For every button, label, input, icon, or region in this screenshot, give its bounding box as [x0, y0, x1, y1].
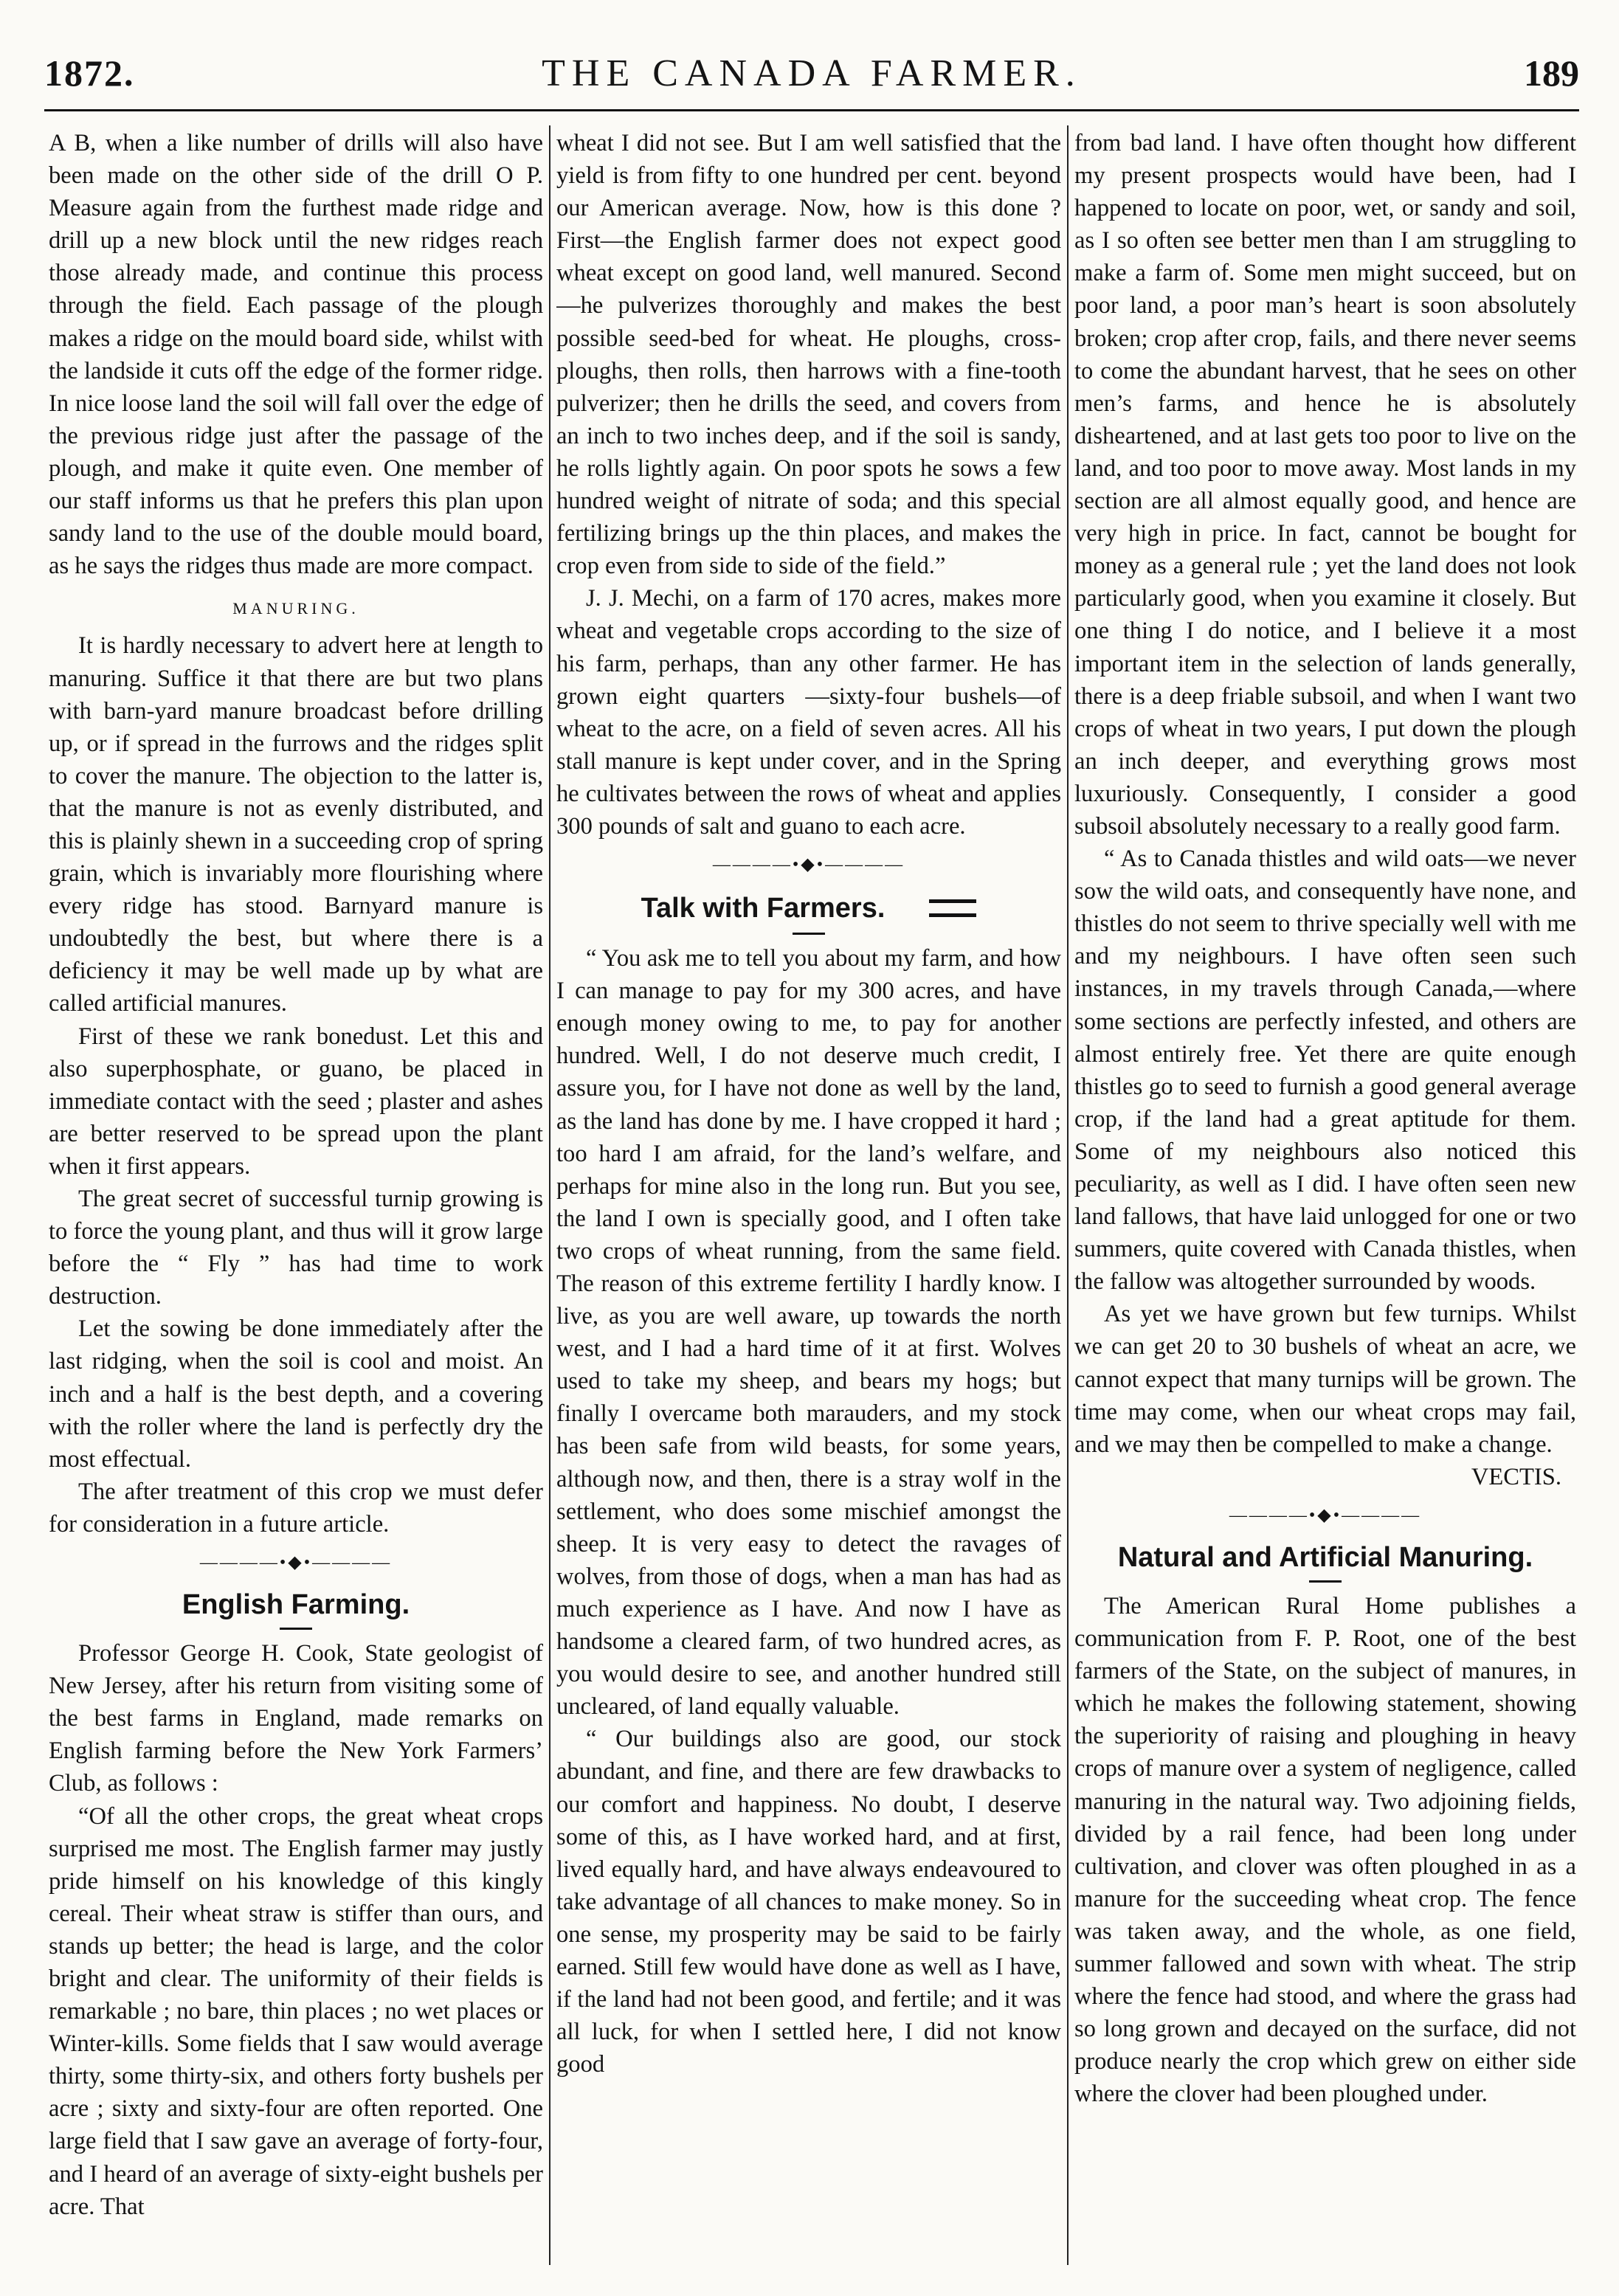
- paragraph: A B, when a like number of drills will also have been made on the other side of the drill O P. Measure again from the furthest made ridge and drill up a new block until the new ridges reach those already made, and continue this process through the field. Each passage of the plough makes a ridge on the mould board side, whilst with the landside it cuts off the edge of the former ridge. In nice loose land the soil will fall over the edge of the previous ridge just after the passage of the plough, and make it quite even. One member of our staff informs us that he prefers this plan upon sandy land to the use of the double mould board, as he says the ridges thus made are more compact.: [49, 130, 543, 580]
- paragraph: The American Rural Home publishes a communication from F. P. Root, one of the best farmers of the State, on the subject of manures, in which he makes the following statement, showing the superiority of raising and ploughing in heavy crops of manure over a system of negligence, called manuring in the natural way. Two adjoining fields, divided by a rail fence, had been long under cultivation, and clover was often ploughed in as a manure for the succeeding wheat crop. The fence was taken away, and the whole, as one field, summer fallowed and sown with wheat. The strip where the fence had stood, and where the grass had so long grown and decayed on the surface, did not produce nearly the crop which grew on either side where the clover had been ploughed under.: [1074, 1592, 1576, 2108]
- paragraph: Let the sowing be done immediately after the last ridging, when the soil is cool and moist. An inch and a half is the best depth, and a covering with the roller where the land is perfectly dry the most effectual.: [49, 1315, 543, 1473]
- ornamental-rule: ————•◆•————: [1229, 1505, 1422, 1525]
- paragraph: “Of all the other crops, the great wheat crops surprised me most. The English farmer may justly pride himself on his knowledge of this kingly cereal. Their wheat straw is stiffer than ours, and stands up better; the head is large, and the color bright and clear. The uniformity of their fields is remarkable ; no bare, thin places ; no wet places or Winter-kills. Some fields that I saw would average thirty, some thirty-six, and others forty bushels per acre ; sixty and sixty-four are often reported. One large field that I saw gave an average of forty-four, and I heard of an average of sixty-eight bushels per acre. That: [49, 1802, 543, 2220]
- paragraph: wheat I did not see. But I am well satisfied that the yield is from fifty to one hundred per cent. beyond our American average. Now, how is this done ? First—the English farmer does not expect good wheat except on good land, well manured. Second—he pulverizes thoroughly and makes the best possible seed-bed for wheat. He ploughs, cross-ploughs, then rolls, then harrows with a fine-tooth pulverizer; then he drills the seed, and covers from an inch to two inches deep, and if the soil is sandy, he rolls lightly again. On poor spots he sows a few hundred weight of nitrate of soda; and this special fertilizing brings up the thin places, and makes the crop even from side to side of the field.”: [556, 130, 1061, 580]
- header-rule: [44, 109, 1579, 111]
- heading-dash: [280, 1628, 312, 1630]
- double-rule-mark: [929, 899, 976, 917]
- column-3: [1074, 127, 1576, 2266]
- paragraph: The great secret of successful turnip growing is to force the young plant, and thus will it grow large before the “ Fly ” has had time to work destruction.: [49, 1186, 543, 1310]
- paragraph: from bad land. I have often thought how different my present prospects would have been, had I happened to locate on poor, wet, or sandy and soil, as I so often see better men than I am struggling to make a farm of. Some men might succeed, but on poor land, a poor man’s heart is soon absolutely broken; crop after crop, fails, and there never seems to come the abundant harvest, that he sees on other men’s farms, and hence he is absolutely disheartened, and at last gets too poor to live on the land, and too poor to move away. Most lands in my section are all almost equally good, and hence are very high in price. In fact, cannot be bought for money as a general rule ; yet the land does not look particularly good, when you examine it closely. But one thing I do notice, and I believe it a most important item in the selection of lands generally, there is a deep friable subsoil, and when I want two crops of wheat in two years, I put down the plough an inch deeper, and everything grows most luxuriously. Consequently, I consider a good subsoil absolutely necessary to a really good farm.: [1074, 130, 1576, 840]
- paragraph: The after treatment of this crop we must defer for consideration in a future article.: [49, 1478, 543, 1538]
- paragraph: J. J. Mechi, on a farm of 170 acres, makes more wheat and vegetable crops according to the size of his farm, perhaps, than any other farmer. He has grown eight quarters —sixty-four bushels—of wheat to the acre, on a field of seven acres. All his stall manure is kept under cover, and in the Spring he cultivates between the rows of wheat and applies 300 pounds of salt and guano to each acre.: [556, 585, 1061, 840]
- column-divider: [1067, 125, 1069, 2265]
- paragraph: Professor George H. Cook, State geologist of New Jersey, after his return from visiting some of the best farms in England, made remarks on English farming before the New York Farmers’ Club, as follows :: [49, 1640, 543, 1797]
- page-header: [44, 52, 1579, 103]
- signature: VECTIS.: [1471, 1463, 1561, 1490]
- paragraph: First of these we rank bonedust. Let this and also superphosphate, or guano, be placed in immediate contact with the seed ; plaster and ashes are better reserved to be spread upon the plant when it first appears.: [49, 1023, 543, 1180]
- ornamental-rule: ————•◆•————: [712, 855, 905, 875]
- heading-dash: [793, 933, 825, 935]
- header-page-number: 189: [1524, 52, 1579, 94]
- article-heading: English Farming.: [182, 1589, 410, 1621]
- column-2: [556, 127, 1061, 2266]
- paragraph: “ Our buildings also are good, our stock abundant, and fine, and there are few drawbacks to our comfort and happiness. No doubt, I deserve some of this, as I have worked hard, and at first, lived equally hard, and have always endeavoured to take advantage of all chances to make money. So in one sense, my prosperity may be said to be fairly earned. Still few would have done as well as I have, if the land had not been good, and fertile; and it was all luck, for when I settled here, I did not know good: [556, 1726, 1061, 2078]
- column-1: [49, 127, 543, 2266]
- heading-dash: [1309, 1580, 1342, 1583]
- article-heading: Talk with Farmers.: [641, 893, 886, 924]
- header-year: 1872.: [44, 52, 135, 94]
- paragraph: “ As to Canada thistles and wild oats—we never sow the wild oats, and consequently have none, and thistles do not seem to thrive specially well with me and my neighbours. I have often seen such instances, in my travels through Canada,—where some sections are perfectly infested, and others are almost entirely free. Yet there are quite enough thistles go to seed to furnish a good general average crop, if the land had a great aptitude for them. Some of my neighbours also noticed this peculiarity, as well as I did. I have often seen new land fallows, that have laid unlogged for one or two summers, quite covered with Canada thistles, when the fallow was altogether surrounded by woods.: [1074, 846, 1576, 1296]
- paragraph: “ You ask me to tell you about my farm, and how I can manage to pay for my 300 acres, and have enough money owing to me, to pay for another hundred. Well, I do not deserve much credit, I assure you, for I have not done as well by the land, as the land has done by me. I have cropped it hard ; too hard I am afraid, for the land’s welfare, and perhaps for mine also in the long run. But you see, the land I own is specially good, and I often take two crops of wheat running, from the same field. The reason of this extreme fertility I hardly know. I live, as you are well aware, up towards the north west, and I had a hard time of it at first. Wolves used to take my sheep, and bears my hogs; but finally I overcame both marauders, and my stock has been safe from wild beasts, for some years, although now, and then, there is a stray wolf in the settlement, who does some mischief amongst the sheep. It is very easy to detect the ravages of wolves, from those of dogs, when a man has had as much experience as I have. And now I have as handsome a cleared farm, of two hundred acres, as you would desire to see, and another hundred still uncleared, of land equally valuable.: [556, 945, 1061, 1721]
- header-title: THE CANADA FARMER.: [542, 52, 1082, 94]
- talk-heading-block: [556, 888, 1061, 928]
- paragraph: As yet we have grown but few turnips. Whilst we can get 20 to 30 bushels of wheat an acre, we cannot expect that many turnips will be grown. The time may come, when our wheat crops may fail, and we may then be compelled to make a change.: [1074, 1301, 1576, 1458]
- ornamental-rule: ————•◆•————: [199, 1553, 393, 1573]
- paragraph: It is hardly necessary to advert here at length to manuring. Suffice it that there are but two plans with barn-yard manure broadcast before drilling up, or if spread in the furrows and the ridges split to cover the manure. The objection to the latter is, that the manure is not as evenly distributed, and this is plainly shewn in a succeeding crop of spring grain, which is invariably more flourishing where every ridge has stood. Barnyard manure is undoubtedly the best, but where there is a deficiency it may be well made up by what are called artificial manures.: [49, 632, 543, 1017]
- section-subheading: MANURING.: [232, 599, 359, 618]
- column-divider: [549, 125, 550, 2265]
- article-heading: Natural and Artificial Manuring.: [1117, 1541, 1533, 1573]
